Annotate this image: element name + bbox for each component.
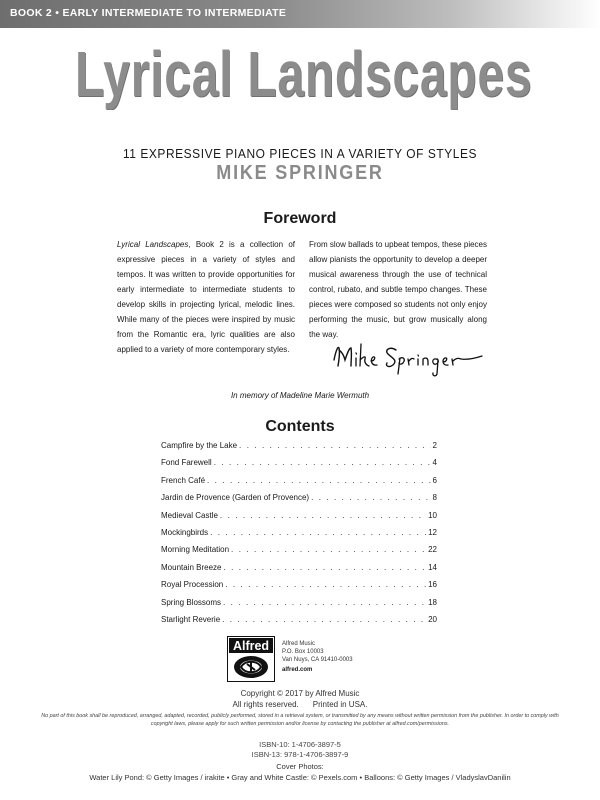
toc-item-page: 8 (432, 493, 437, 503)
toc-item-page: 18 (428, 597, 437, 607)
legal-notice: No part of this book shall be reproduced, arranged, adapted, recorded, publicly performed, stored in a retrieval system, or transmitted by any means without written permission from the publisher. In order to comply with copyright laws, please apply for such written permission and/or license by contacting the publisher at alfred.com/permissions. (41, 713, 559, 727)
rights-line (0, 699, 600, 710)
toc-item-title: Starlight Reverie (161, 614, 221, 624)
publisher-website: alfred.com (282, 667, 313, 673)
cover-credits (0, 761, 600, 783)
publisher-address (282, 640, 353, 674)
toc-item-title: Mockingbirds (161, 527, 209, 537)
toc-item (161, 615, 437, 632)
isbn-13: ISBN-13: 978-1-4706-3897-9 (251, 750, 349, 759)
series-label: BOOK 2 • EARLY INTERMEDIATE TO INTERMEDIATE (10, 7, 287, 19)
copyright-block (0, 688, 600, 710)
dedication: In memory of Madeline Marie Wermuth (230, 391, 370, 400)
toc-item-page: 10 (428, 510, 437, 520)
toc-leader-dots (207, 476, 431, 485)
foreword-heading: Foreword (263, 210, 337, 227)
toc-item (161, 545, 437, 562)
toc-item (161, 458, 437, 475)
toc-item (161, 580, 437, 597)
foreword-paragraph-2: From slow ballads to upbeat tempos, these pieces allow pianists the opportunity to develop a deeper musical awareness through the use of technical control, rubato, and subtle tempo changes. These pieces were composed so students not only enjoy performing the music, but grow musically along the way. (309, 240, 487, 339)
publisher-po-box: P.O. Box 10003 (282, 649, 324, 655)
toc-leader-dots (210, 528, 426, 537)
table-of-contents (161, 441, 437, 632)
publisher-name: Alfred Music (282, 641, 316, 647)
toc-item-page: 4 (432, 458, 437, 468)
foreword-column-right (309, 237, 487, 342)
foreword-paragraph-1: , Book 2 is a collection of expressive pieces in a variety of styles and tempos. It was written to provide opportunities for early intermediate to intermediate students to develop skills in projecting lyrical, melodic lines. While many of the pieces were inspired by music from the Romantic era, lyric qualities are also applied to a variety of more contemporary styles. (117, 240, 296, 354)
toc-leader-dots (231, 545, 426, 554)
toc-item-page: 20 (428, 614, 437, 624)
toc-item-page: 2 (432, 441, 437, 450)
series-banner (0, 0, 600, 28)
toc-leader-dots (225, 580, 426, 589)
foreword-book-title: Lyrical Landscapes (117, 240, 189, 249)
author-name: MIKE SPRINGER (216, 162, 384, 184)
rights-reserved: All rights reserved. (232, 700, 299, 709)
toc-item (161, 598, 437, 615)
toc-item (161, 563, 437, 580)
toc-item (161, 441, 437, 458)
toc-item (161, 493, 437, 510)
toc-item (161, 511, 437, 528)
foreword-column-left (117, 237, 295, 357)
toc-leader-dots (223, 598, 426, 607)
toc-item-page: 6 (432, 475, 437, 485)
publisher-city: Van Nuys, CA 91410-0003 (282, 657, 353, 663)
toc-leader-dots (311, 493, 430, 502)
toc-leader-dots (223, 563, 426, 572)
toc-leader-dots (220, 511, 426, 520)
toc-item-title: Jardin de Provence (Garden of Provence) (161, 493, 310, 503)
alfred-logo (227, 636, 275, 682)
toc-item-title: Campfire by the Lake (161, 441, 238, 450)
toc-item-title: Spring Blossoms (161, 597, 222, 607)
isbn-block (0, 740, 600, 760)
book-title: Lyrical Landscapes (75, 38, 533, 110)
printed-in: Printed in USA. (312, 700, 368, 709)
isbn-10: ISBN-10: 1-4706-3897-5 (259, 740, 341, 749)
toc-leader-dots (222, 615, 426, 624)
toc-item-title: Medieval Castle (161, 510, 218, 520)
copyright-line: Copyright © 2017 by Alfred Music (240, 689, 360, 698)
toc-leader-dots (214, 458, 431, 467)
toc-item-title: Mountain Breeze (161, 562, 222, 572)
toc-item-title: French Café (161, 475, 206, 485)
toc-item (161, 476, 437, 493)
cover-credits-heading: Cover Photos: (276, 762, 324, 771)
toc-item (161, 528, 437, 545)
alfred-logo-wordmark: Alfred (232, 639, 270, 653)
toc-item-page: 12 (428, 527, 437, 537)
contents-heading: Contents (265, 418, 335, 435)
toc-item-page: 16 (428, 580, 437, 590)
author-signature (330, 338, 490, 378)
toc-item-page: 22 (428, 545, 437, 555)
book-subtitle: 11 EXPRESSIVE PIANO PIECES IN A VARIETY OF STYLES (122, 146, 478, 161)
toc-leader-dots (239, 441, 431, 450)
toc-item-title: Morning Meditation (161, 545, 230, 555)
toc-item-title: Fond Farewell (161, 458, 212, 468)
toc-item-title: Royal Procession (161, 580, 224, 590)
toc-item-page: 14 (428, 562, 437, 572)
cover-credits-text: Water Lily Pond: © Getty Images / irakite • Gray and White Castle: © Pexels.com • Balloons: © Getty Images / VladyslavDanilin (89, 773, 511, 782)
